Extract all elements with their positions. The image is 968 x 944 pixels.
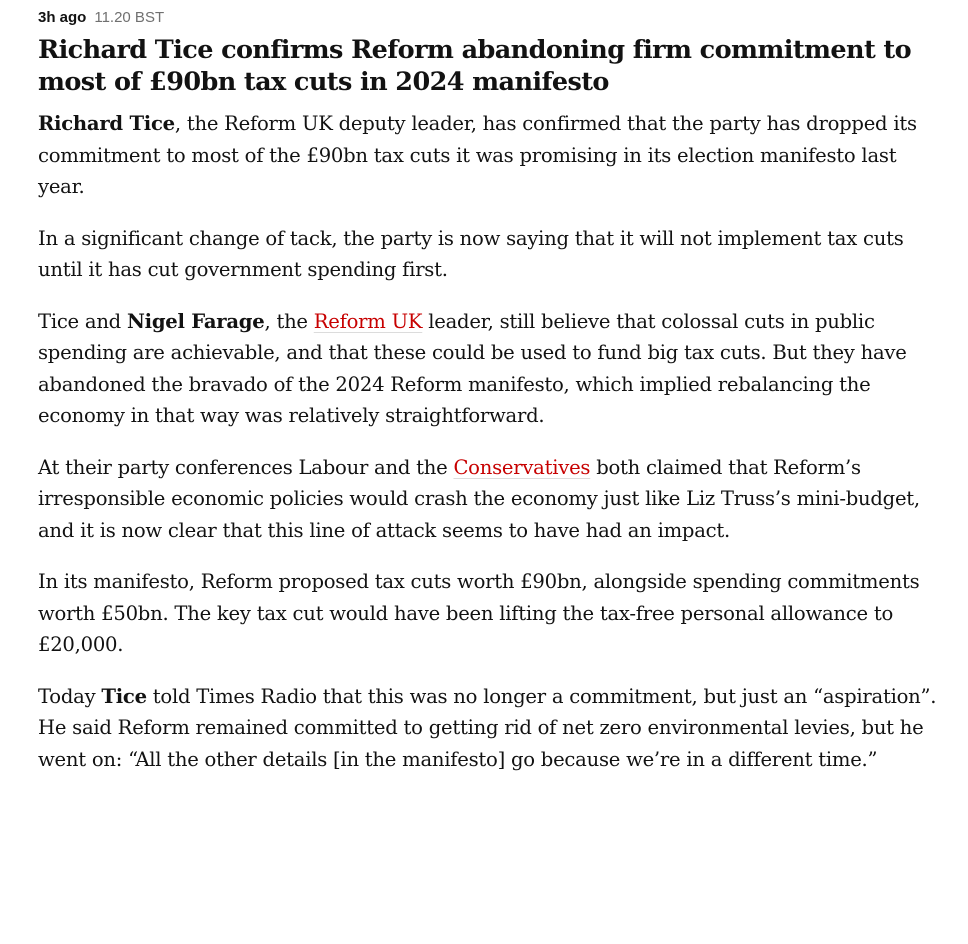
time-bst: 11.20 BST bbox=[94, 9, 165, 26]
paragraph-6 bbox=[38, 681, 948, 776]
paragraph-3 bbox=[38, 306, 948, 432]
paragraph-4-lead: At their party conferences Labour and the bbox=[38, 455, 454, 479]
paragraph-6-text: told Times Radio that this was no longer a commitment, but just an “aspiration”. He said Reform remained committed to getting rid of net zero environmental levies, but he went on: “All the other details [in the manifesto] go because we’re in a different time.” bbox=[38, 684, 937, 771]
paragraph-1 bbox=[38, 108, 948, 203]
paragraph-6-lead: Today bbox=[38, 684, 102, 708]
conservatives-link[interactable]: Conservatives bbox=[453, 455, 591, 479]
reform-uk-link[interactable]: Reform UK bbox=[313, 309, 423, 333]
paragraph-1-text: , the Reform UK deputy leader, has confirmed that the party has dropped its commitment to most of the £90bn tax cuts it was promising in its election manifesto last year. bbox=[38, 112, 917, 198]
bold-name-tice: Tice bbox=[101, 684, 147, 708]
paragraph-3-text: leader, still believe that colossal cuts in public spending are achievable, and that these could be used to fund big tax cuts. But they have abandoned the bravado of the 2024 Reform manifesto, which implied rebalancing the economy in that way was relatively straightforward. bbox=[38, 309, 907, 427]
paragraph-4-text: both claimed that Reform’s irresponsible economic policies would crash the economy just like Liz Truss’s mini-budget, and it is now clear that this line of attack seems to have had an impact. bbox=[38, 455, 920, 542]
bold-name-richard-tice: Richard Tice bbox=[38, 112, 175, 135]
paragraph-4 bbox=[38, 452, 948, 547]
entry-timestamp bbox=[38, 8, 948, 28]
live-blog-entry bbox=[38, 8, 948, 795]
paragraph-5: In its manifesto, Reform proposed tax cuts worth £90bn, alongside spending commitments worth £50bn. The key tax cut would have been lifting the tax-free personal allowance to £20,000. bbox=[38, 570, 920, 656]
paragraph-3-lead: Tice and bbox=[38, 309, 127, 333]
time-ago: 3h ago bbox=[38, 9, 87, 26]
entry-headline: Richard Tice confirms Reform abandoning firm commitment to most of £90bn tax cuts in 2024 manifesto bbox=[38, 35, 912, 97]
paragraph-2: In a significant change of tack, the party is now saying that it will not implement tax cuts until it has cut government spending first. bbox=[38, 226, 904, 281]
paragraph-3-mid: , the bbox=[264, 309, 314, 333]
bold-name-nigel-farage: Nigel Farage bbox=[126, 309, 265, 333]
